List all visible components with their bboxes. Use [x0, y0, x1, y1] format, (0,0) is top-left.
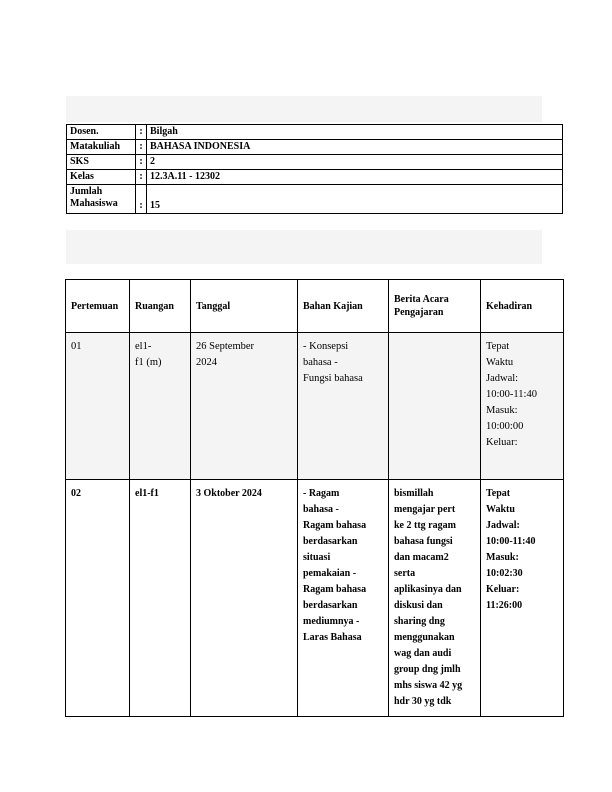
info-colon: :: [136, 140, 147, 155]
cell-pertemuan: 01: [66, 333, 130, 480]
info-row-jumlah: [67, 185, 563, 214]
info-label: SKS: [67, 155, 136, 170]
info-colon: :: [136, 185, 147, 214]
cell-bahan-kajian: - Konsepsi bahasa - Fungsi bahasa: [298, 333, 389, 480]
header-pertemuan: Pertemuan: [66, 280, 130, 333]
header-ruangan: Ruangan: [130, 280, 191, 333]
info-value-jumlah: 15: [147, 185, 563, 214]
info-label: Dosen.: [67, 125, 136, 140]
info-label: Kelas: [67, 170, 136, 185]
cell-pertemuan: 02: [66, 480, 130, 717]
cell-tanggal: 3 Oktober 2024: [191, 480, 298, 717]
info-row-matakuliah: [67, 140, 563, 155]
separator-band: [66, 230, 542, 264]
cell-berita-acara: bismillah mengajar pert ke 2 ttg ragam bahasa fungsi dan macam2 serta aplikasinya dan diskusi dan sharing dng menggunakan wag dan audi group dng jmlh mhs siswa 42 yg hdr 30 yg tdk: [389, 480, 481, 717]
info-colon: :: [136, 170, 147, 185]
attendance-table: [65, 279, 564, 717]
attendance-header-row: [66, 280, 564, 333]
header-bahan-kajian: Bahan Kajian: [298, 280, 389, 333]
cell-ruangan: el1-f1: [130, 480, 191, 717]
info-value-kelas: 12.3A.11 - 12302: [147, 170, 563, 185]
info-row-sks: [67, 155, 563, 170]
cell-ruangan: el1- f1 (m): [130, 333, 191, 480]
cell-berita-acara: [389, 333, 481, 480]
header-band: [66, 96, 542, 122]
info-value-dosen: Bilgah: [147, 125, 563, 140]
cell-bahan-kajian: - Ragam bahasa - Ragam bahasa berdasarkan situasi pemakaian - Ragam bahasa berdasarkan mediumnya - Laras Bahasa: [298, 480, 389, 717]
info-colon: :: [136, 125, 147, 140]
cell-kehadiran: Tepat Waktu Jadwal: 10:00-11:40 Masuk: 10:00:00 Keluar:: [481, 333, 564, 480]
header-berita-acara: Berita Acara Pengajaran: [389, 280, 481, 333]
info-row-kelas: [67, 170, 563, 185]
info-colon: :: [136, 155, 147, 170]
header-kehadiran: Kehadiran: [481, 280, 564, 333]
info-row-dosen: [67, 125, 563, 140]
info-label: Matakuliah: [67, 140, 136, 155]
cell-tanggal: 26 September 2024: [191, 333, 298, 480]
course-info-table: [66, 124, 563, 214]
table-row: [66, 480, 564, 717]
cell-kehadiran: Tepat Waktu Jadwal: 10:00-11:40 Masuk: 10:02:30 Keluar: 11:26:00: [481, 480, 564, 717]
info-value-sks: 2: [147, 155, 563, 170]
table-row: [66, 333, 564, 480]
info-label: Jumlah Mahasiswa: [67, 185, 136, 214]
info-value-matakuliah: BAHASA INDONESIA: [147, 140, 563, 155]
header-tanggal: Tanggal: [191, 280, 298, 333]
